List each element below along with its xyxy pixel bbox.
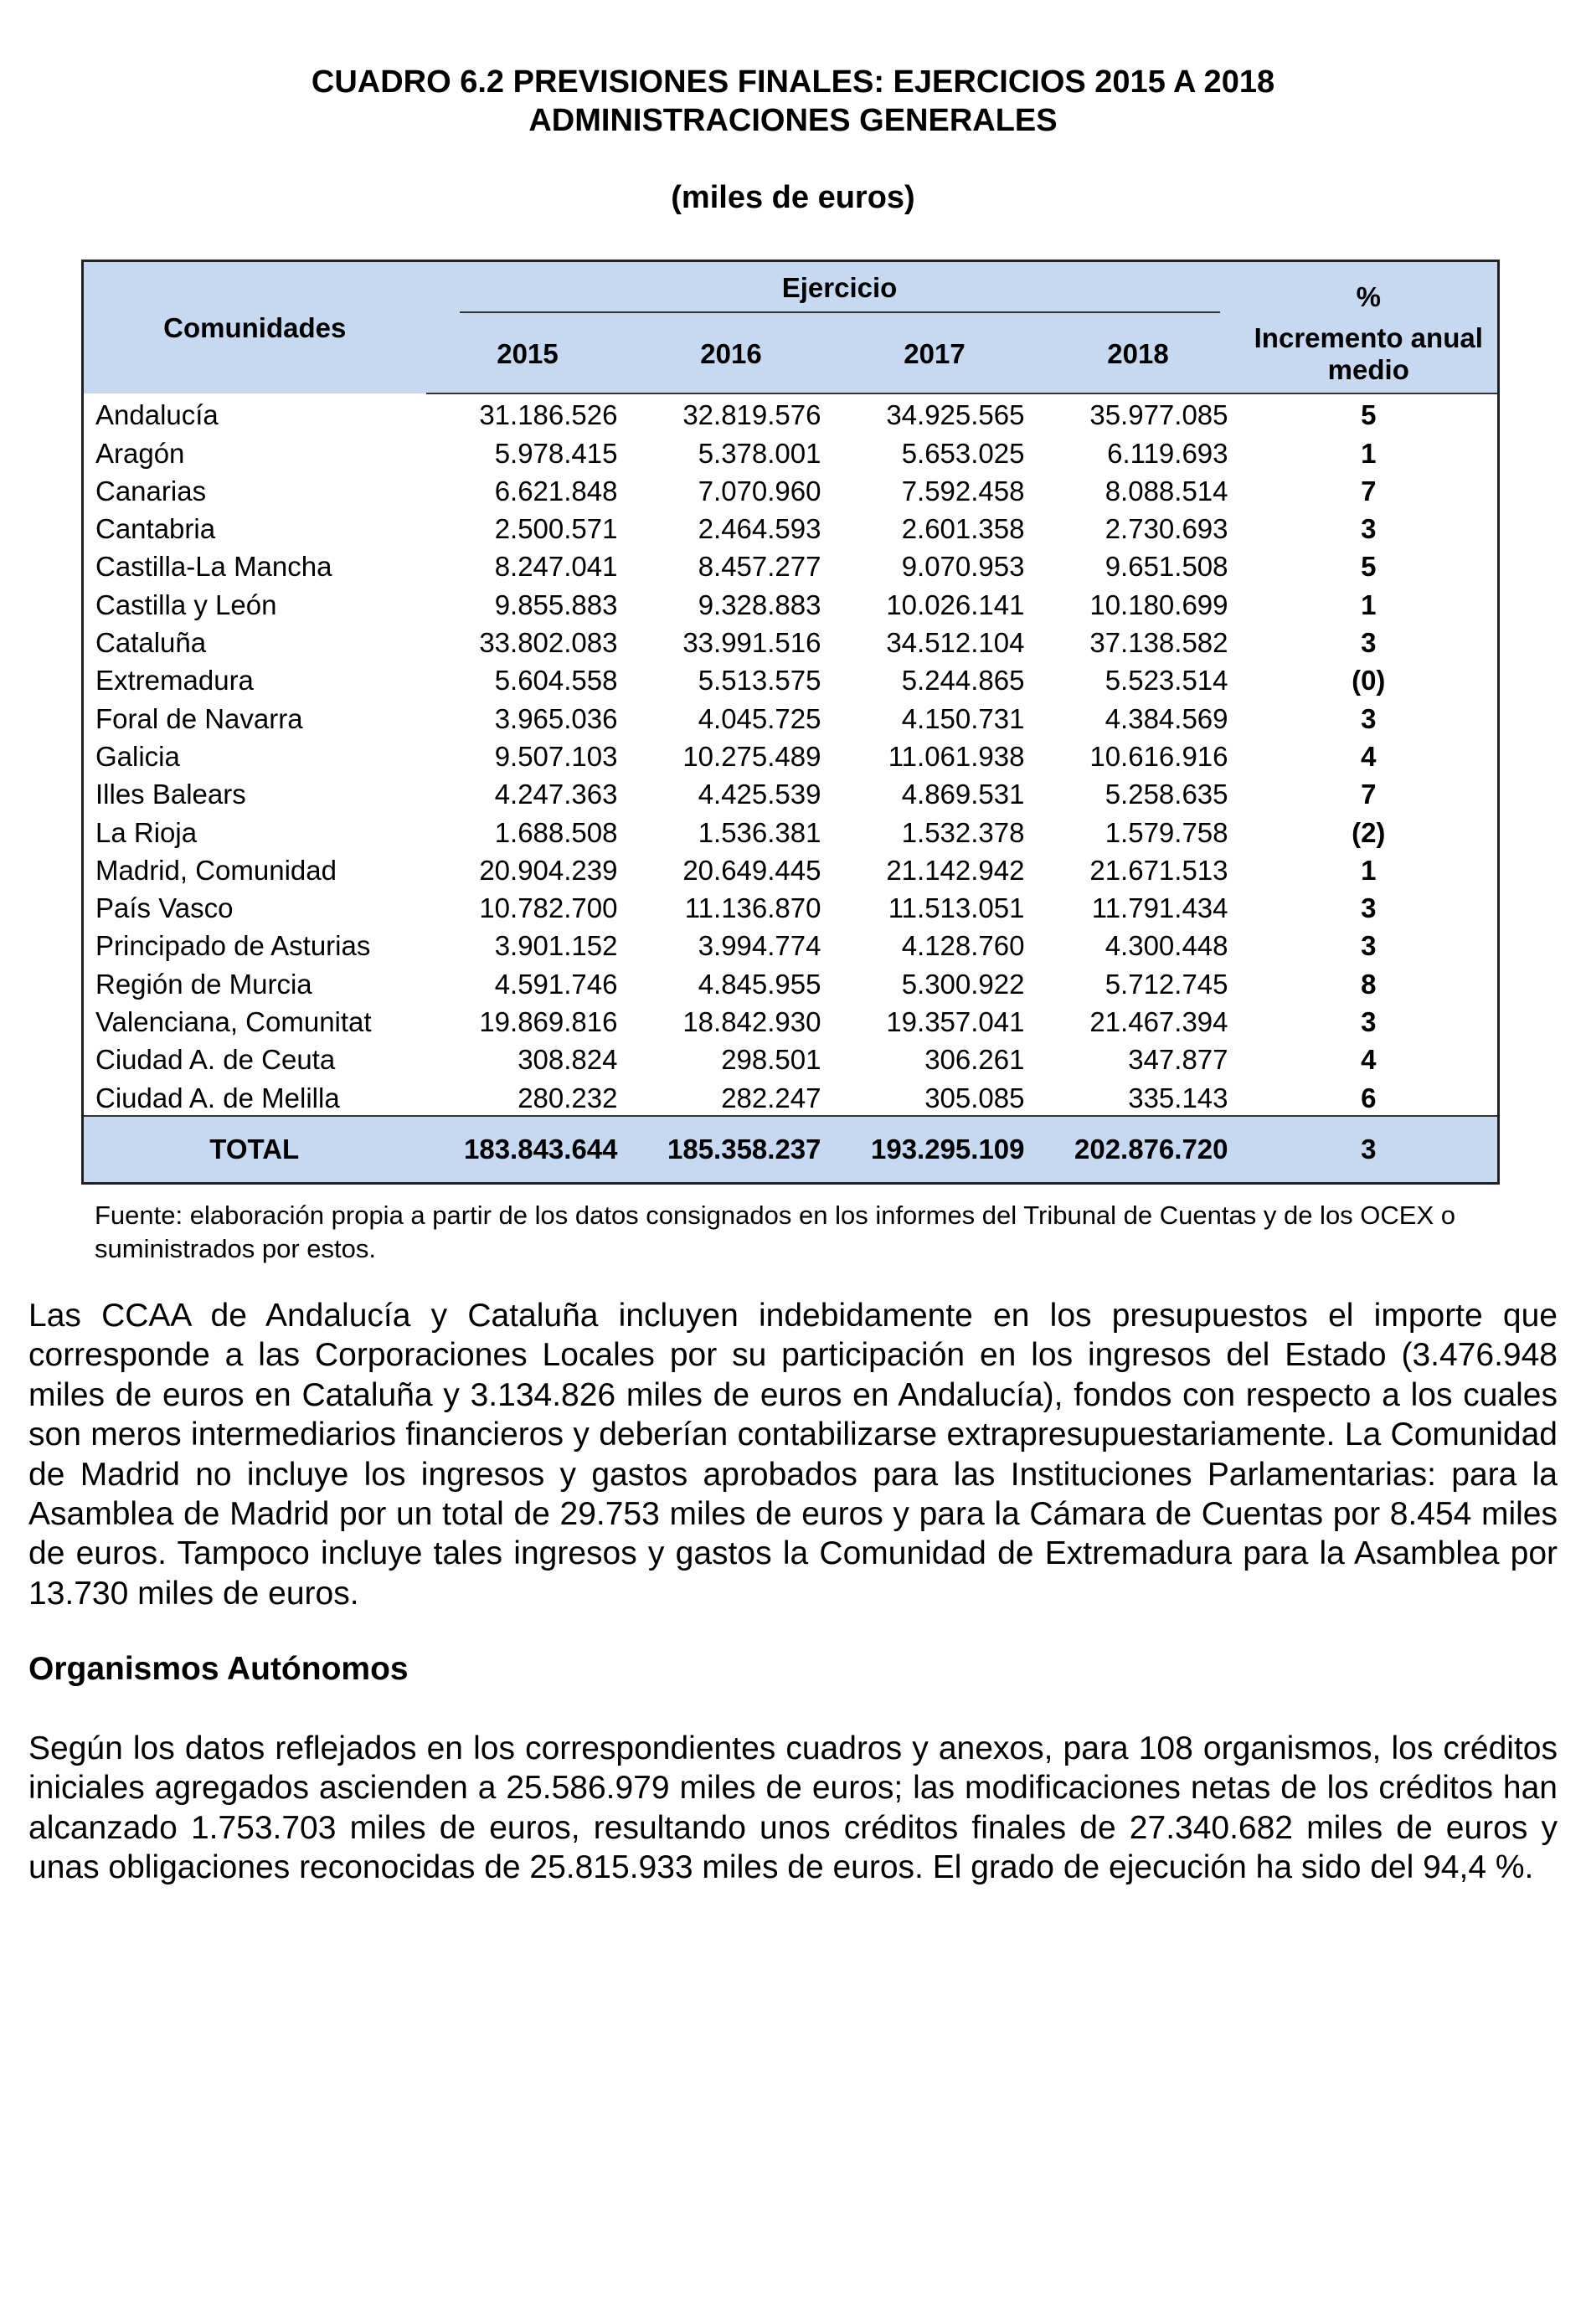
year-value: 33.991.516 xyxy=(682,627,821,659)
body-paragraph: Según los datos reflejados en los correspondientes cuadros y anexos, para 108 organismos, los créditos iniciales agregados ascienden a 25.586.979 miles de euros; las modificaciones netas de los créditos han alcanzado 1.753.703 miles de euros, resultando unos créditos finales de 27.340.682 miles de euros y unas obligaciones reconocidas de 25.815.933 miles de euros. El grado de ejecución ha sido del 94,4 %. xyxy=(28,1730,1558,1886)
comunidad-name: Illes Balears xyxy=(95,779,246,810)
year-value: 5.712.745 xyxy=(1105,968,1228,1000)
year-value: 7.070.960 xyxy=(698,475,821,506)
comunidad-name: País Vasco xyxy=(95,892,234,924)
year-value: 5.244.865 xyxy=(901,665,1025,697)
total-percent: 3 xyxy=(1240,1116,1499,1184)
percent-value: (0) xyxy=(1352,665,1386,697)
table-row xyxy=(83,660,1499,697)
header-percent: % xyxy=(1240,261,1499,316)
year-value: 5.523.514 xyxy=(1105,665,1228,697)
table-row xyxy=(83,1077,1499,1115)
forecast-table xyxy=(81,260,1500,1185)
year-value: 3.901.152 xyxy=(494,930,618,962)
total-value: 183.843.644 xyxy=(426,1116,630,1184)
year-value: 4.150.731 xyxy=(901,702,1025,734)
header-year: 2017 xyxy=(833,316,1037,393)
year-value: 1.579.758 xyxy=(1105,816,1228,848)
table-title: CUADRO 6.2 PREVISIONES FINALES: EJERCICIOS 2015 A 2018 xyxy=(311,64,1275,100)
year-value: 10.616.916 xyxy=(1089,740,1228,772)
total-value: 185.358.237 xyxy=(630,1116,833,1184)
year-value: 3.965.036 xyxy=(494,702,618,734)
comunidad-name: Cataluña xyxy=(95,627,207,659)
comunidad-name: Ciudad A. de Melilla xyxy=(95,1082,340,1113)
table-row xyxy=(83,850,1499,887)
year-value: 335.143 xyxy=(1128,1082,1228,1113)
year-value: 1.532.378 xyxy=(901,816,1025,848)
year-value: 9.651.508 xyxy=(1105,551,1228,583)
table-row xyxy=(83,887,1499,925)
year-value: 2.730.693 xyxy=(1105,513,1228,545)
header-year: 2018 xyxy=(1037,316,1240,393)
source-note: Fuente: elaboración propia a partir de los datos consignados en los informes del Tribunal de Cuentas y de los OCEX o suministrados por estos. xyxy=(95,1201,1456,1263)
year-value: 31.186.526 xyxy=(479,399,618,431)
year-value: 32.819.576 xyxy=(682,399,821,431)
total-value: 202.876.720 xyxy=(1037,1116,1240,1184)
year-value: 298.501 xyxy=(721,1044,821,1076)
year-value: 10.782.700 xyxy=(479,892,618,924)
year-value: 4.300.448 xyxy=(1105,930,1228,962)
year-value: 33.802.083 xyxy=(479,627,618,659)
table-row xyxy=(83,432,1499,470)
year-value: 10.026.141 xyxy=(886,589,1025,620)
year-value: 5.300.922 xyxy=(901,968,1025,1000)
table-row xyxy=(83,393,1499,432)
year-value: 4.247.363 xyxy=(494,779,618,810)
table-row xyxy=(83,736,1499,774)
year-value: 347.877 xyxy=(1128,1044,1228,1076)
year-value: 9.328.883 xyxy=(698,589,821,620)
year-value: 4.128.760 xyxy=(901,930,1025,962)
year-value: 20.904.239 xyxy=(479,854,618,886)
year-value: 35.977.085 xyxy=(1089,399,1228,431)
year-value: 8.088.514 xyxy=(1105,475,1228,506)
year-value: 11.513.051 xyxy=(888,892,1025,924)
year-value: 8.457.277 xyxy=(698,551,821,583)
percent-value: 5 xyxy=(1361,551,1377,583)
table-row xyxy=(83,811,1499,849)
comunidad-name: Andalucía xyxy=(95,399,219,431)
comunidad-name: Canarias xyxy=(95,475,207,506)
comunidad-name: Valenciana, Comunitat xyxy=(95,1006,372,1038)
table-row xyxy=(83,697,1499,735)
year-value: 37.138.582 xyxy=(1089,627,1228,659)
year-value: 308.824 xyxy=(518,1044,618,1076)
year-value: 19.869.816 xyxy=(479,1006,618,1038)
body-paragraph: Las CCAA de Andalucía y Cataluña incluyen indebidamente en los presupuestos el importe que corresponde a las Corporaciones Locales por su participación en los ingresos del Estado (3.476.948 miles de euros en Cataluña y 3.134.826 miles de euros en Andalucía), fondos con respecto a los cuales son meros intermediarios financieros y deberían contabilizarse extrapresupuestariamente. La Comunidad de Madrid no incluye los ingresos y gastos aprobados para las Instituciones Parlamentarias: para la Asamblea de Madrid por un total de 29.753 miles de euros y para la Cámara de Cuentas por 8.454 miles de euros. Tampoco incluye tales ingresos y gastos la Comunidad de Extremadura para la Asamblea por 13.730 miles de euros. xyxy=(28,1298,1558,1612)
year-value: 306.261 xyxy=(924,1044,1025,1076)
year-value: 5.604.558 xyxy=(494,665,618,697)
table-row xyxy=(83,546,1499,584)
year-value: 34.512.104 xyxy=(886,627,1025,659)
percent-value: 4 xyxy=(1361,1044,1377,1076)
section-heading: Organismos Autónomos xyxy=(28,1651,409,1687)
year-value: 3.994.774 xyxy=(698,930,821,962)
year-value: 2.500.571 xyxy=(494,513,618,545)
year-value: 11.061.938 xyxy=(888,740,1025,772)
header-year: 2015 xyxy=(426,316,630,393)
comunidad-name: Galicia xyxy=(95,740,180,772)
total-label: TOTAL xyxy=(83,1116,426,1184)
year-value: 6.621.848 xyxy=(494,475,618,506)
year-value: 2.464.593 xyxy=(698,513,821,545)
table-row xyxy=(83,470,1499,508)
year-value: 1.688.508 xyxy=(494,816,618,848)
year-value: 305.085 xyxy=(924,1082,1025,1113)
percent-value: 3 xyxy=(1361,930,1377,962)
percent-value: 3 xyxy=(1361,1006,1377,1038)
total-value: 193.295.109 xyxy=(833,1116,1037,1184)
percent-value: 3 xyxy=(1361,513,1377,545)
percent-value: 1 xyxy=(1361,854,1377,886)
comunidad-name: Castilla-La Mancha xyxy=(95,551,332,583)
table-row xyxy=(83,925,1499,963)
comunidad-name: Región de Murcia xyxy=(95,968,312,1000)
year-value: 4.425.539 xyxy=(698,779,821,810)
percent-value: 1 xyxy=(1361,437,1377,469)
year-value: 4.845.955 xyxy=(698,968,821,1000)
comunidad-name: Extremadura xyxy=(95,665,254,697)
header-comunidades: Comunidades xyxy=(83,261,426,394)
comunidad-name: Cantabria xyxy=(95,513,216,545)
percent-value: 3 xyxy=(1361,892,1377,924)
percent-value: 3 xyxy=(1361,702,1377,734)
year-value: 8.247.041 xyxy=(494,551,618,583)
year-value: 6.119.693 xyxy=(1107,437,1228,469)
table-row xyxy=(83,622,1499,660)
header-year: 2016 xyxy=(630,316,833,393)
year-value: 21.142.942 xyxy=(886,854,1025,886)
table-row xyxy=(83,1001,1499,1039)
table-row xyxy=(83,1039,1499,1077)
year-value: 9.855.883 xyxy=(494,589,618,620)
year-value: 2.601.358 xyxy=(901,513,1025,545)
year-value: 5.978.415 xyxy=(494,437,618,469)
year-value: 10.275.489 xyxy=(682,740,821,772)
comunidad-name: Castilla y León xyxy=(95,589,277,620)
year-value: 21.467.394 xyxy=(1089,1006,1228,1038)
comunidad-name: Madrid, Comunidad xyxy=(95,854,337,886)
year-value: 19.357.041 xyxy=(886,1006,1025,1038)
percent-value: 7 xyxy=(1361,779,1377,810)
year-value: 9.070.953 xyxy=(901,551,1025,583)
year-value: 11.791.434 xyxy=(1091,892,1228,924)
table-units: (miles de euros) xyxy=(671,180,915,215)
percent-value: 8 xyxy=(1361,968,1377,1000)
forecast-table-wrapper xyxy=(81,260,1497,1185)
percent-value: 5 xyxy=(1361,399,1377,431)
table-body xyxy=(83,393,1499,1116)
comunidad-name: Principado de Asturias xyxy=(95,930,371,962)
comunidad-name: Foral de Navarra xyxy=(95,702,303,734)
total-row xyxy=(83,1116,1499,1184)
year-value: 34.925.565 xyxy=(886,399,1025,431)
year-value: 5.653.025 xyxy=(901,437,1025,469)
year-value: 282.247 xyxy=(721,1082,821,1113)
year-value: 1.536.381 xyxy=(698,816,821,848)
table-row xyxy=(83,963,1499,1000)
table-row xyxy=(83,584,1499,621)
year-value: 280.232 xyxy=(518,1082,618,1113)
year-value: 10.180.699 xyxy=(1089,589,1228,620)
header-ejercicio-label: Ejercicio xyxy=(460,265,1220,313)
percent-value: 6 xyxy=(1361,1082,1377,1113)
year-value: 21.671.513 xyxy=(1089,854,1228,886)
year-value: 7.592.458 xyxy=(901,475,1025,506)
year-value: 20.649.445 xyxy=(682,854,821,886)
year-value: 5.378.001 xyxy=(698,437,821,469)
year-value: 4.384.569 xyxy=(1105,702,1228,734)
year-value: 4.869.531 xyxy=(901,779,1025,810)
header-ejercicio xyxy=(426,261,1240,316)
year-value: 4.045.725 xyxy=(698,702,821,734)
percent-value: 1 xyxy=(1361,589,1377,620)
table-row xyxy=(83,774,1499,811)
percent-value: 3 xyxy=(1361,627,1377,659)
comunidad-name: Aragón xyxy=(95,437,185,469)
table-row xyxy=(83,508,1499,546)
table-title-line2: ADMINISTRACIONES GENERALES xyxy=(528,103,1058,138)
comunidad-name: Ciudad A. de Ceuta xyxy=(95,1044,336,1076)
year-value: 4.591.746 xyxy=(494,968,618,1000)
percent-value: (2) xyxy=(1352,816,1386,848)
year-value: 18.842.930 xyxy=(682,1006,821,1038)
year-value: 5.258.635 xyxy=(1105,779,1228,810)
percent-value: 7 xyxy=(1361,475,1377,506)
percent-value: 4 xyxy=(1361,740,1377,772)
year-value: 11.136.870 xyxy=(684,892,821,924)
year-value: 9.507.103 xyxy=(494,740,618,772)
year-value: 5.513.575 xyxy=(698,665,821,697)
comunidad-name: La Rioja xyxy=(95,816,198,848)
header-incremento: Incremento anual medio xyxy=(1240,316,1499,393)
